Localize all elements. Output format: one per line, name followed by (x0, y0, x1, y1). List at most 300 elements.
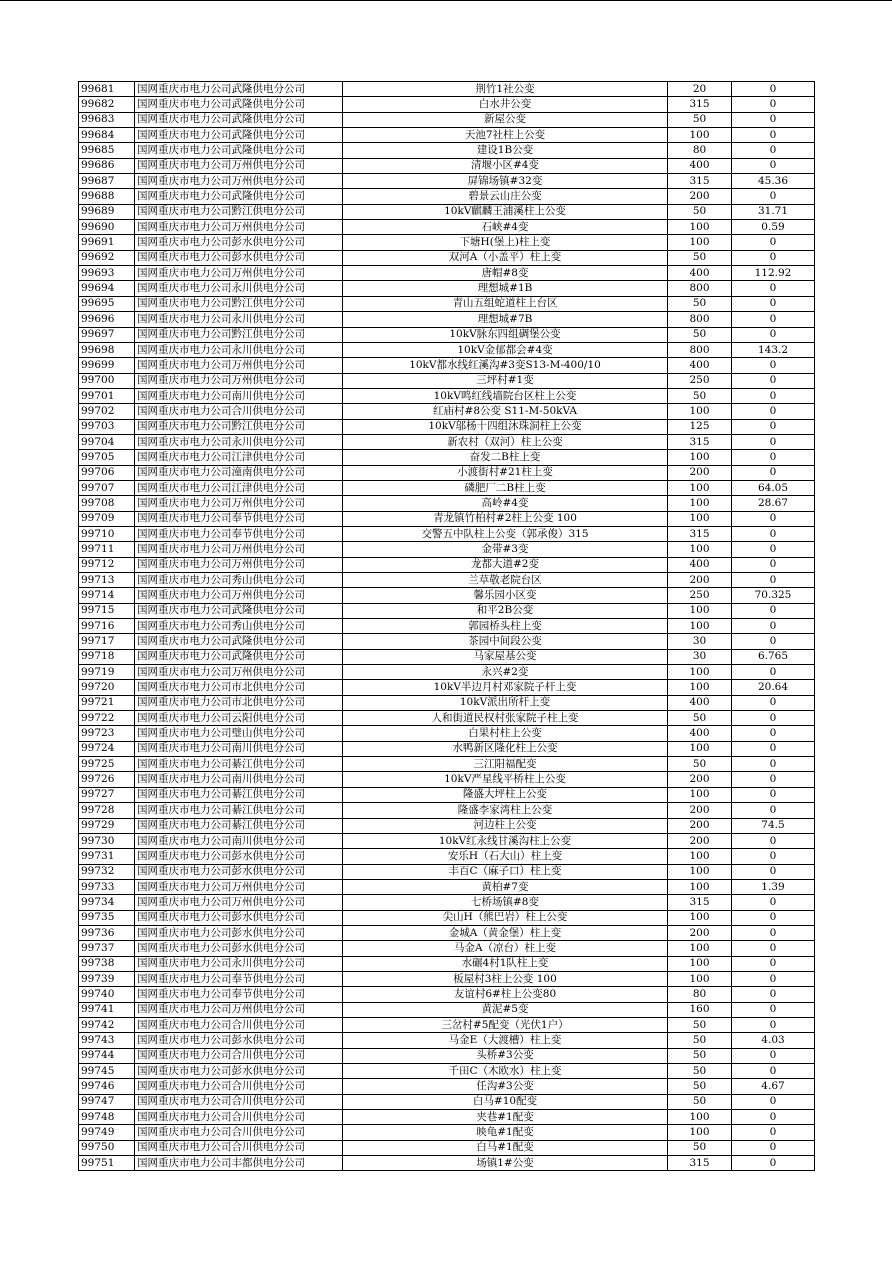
table-row (79, 726, 815, 741)
table-row (79, 573, 815, 588)
row-id-cell: 99706 (79, 465, 135, 480)
row-id-cell: 99727 (79, 787, 135, 802)
row-id-cell: 99701 (79, 388, 135, 403)
org-cell: 国网重庆市电力公司黔江供电分公司 (135, 327, 343, 342)
table-row (79, 925, 815, 940)
table-row (79, 480, 815, 495)
org-cell: 国网重庆市电力公司万州供电分公司 (135, 358, 343, 373)
value-cell: 4.03 (732, 1033, 815, 1048)
capacity-cell: 100 (668, 849, 732, 864)
capacity-cell: 100 (668, 741, 732, 756)
org-cell: 国网重庆市电力公司合川供电分公司 (135, 1140, 343, 1155)
capacity-cell: 20 (668, 82, 732, 97)
row-id-cell: 99726 (79, 772, 135, 787)
table-row (79, 910, 815, 925)
row-id-cell: 99715 (79, 603, 135, 618)
row-id-cell: 99696 (79, 312, 135, 327)
capacity-cell: 100 (668, 1110, 732, 1125)
row-id-cell: 99710 (79, 526, 135, 541)
transformer-name-cell: 兰草敬老院台区 (343, 573, 668, 588)
value-cell: 0 (732, 772, 815, 787)
capacity-cell: 80 (668, 143, 732, 158)
table-row (79, 327, 815, 342)
transformer-name-cell: 10kV红永线甘溪沟柱上公变 (343, 833, 668, 848)
transformer-name-cell: 10kV派出所杆上变 (343, 695, 668, 710)
table-row (79, 588, 815, 603)
transformer-name-cell: 夹巷#1配变 (343, 1110, 668, 1125)
value-cell: 0 (732, 895, 815, 910)
org-cell: 国网重庆市电力公司合川供电分公司 (135, 1079, 343, 1094)
transformer-name-cell: 双河A（小盖平）柱上变 (343, 250, 668, 265)
transformer-name-cell: 隆盛李家湾柱上公变 (343, 803, 668, 818)
table-row (79, 849, 815, 864)
value-cell: 0 (732, 82, 815, 97)
transformer-name-cell: 郭园桥头柱上变 (343, 619, 668, 634)
value-cell: 0 (732, 1125, 815, 1140)
row-id-cell: 99692 (79, 250, 135, 265)
row-id-cell: 99691 (79, 235, 135, 250)
capacity-cell: 100 (668, 680, 732, 695)
capacity-cell: 315 (668, 526, 732, 541)
transformer-name-cell: 屏锦场镇#32变 (343, 174, 668, 189)
transformer-name-cell: 10kV金郁都会#4变 (343, 342, 668, 357)
value-cell: 0 (732, 1017, 815, 1032)
row-id-cell: 99707 (79, 480, 135, 495)
row-id-cell: 99728 (79, 803, 135, 818)
org-cell: 国网重庆市电力公司奉节供电分公司 (135, 511, 343, 526)
row-id-cell: 99689 (79, 204, 135, 219)
org-cell: 国网重庆市电力公司万州供电分公司 (135, 266, 343, 281)
row-id-cell: 99739 (79, 971, 135, 986)
value-cell: 0 (732, 128, 815, 143)
row-id-cell: 99746 (79, 1079, 135, 1094)
org-cell: 国网重庆市电力公司万州供电分公司 (135, 557, 343, 572)
value-cell: 0 (732, 787, 815, 802)
value-cell: 112.92 (732, 266, 815, 281)
org-cell: 国网重庆市电力公司南川供电分公司 (135, 833, 343, 848)
transformer-name-cell: 马家屋基公变 (343, 649, 668, 664)
org-cell: 国网重庆市电力公司合川供电分公司 (135, 404, 343, 419)
table-row (79, 419, 815, 434)
org-cell: 国网重庆市电力公司綦江供电分公司 (135, 803, 343, 818)
capacity-cell: 250 (668, 588, 732, 603)
value-cell: 0 (732, 956, 815, 971)
row-id-cell: 99705 (79, 450, 135, 465)
org-cell: 国网重庆市电力公司武隆供电分公司 (135, 189, 343, 204)
row-id-cell: 99724 (79, 741, 135, 756)
org-cell: 国网重庆市电力公司武隆供电分公司 (135, 634, 343, 649)
value-cell: 0 (732, 741, 815, 756)
row-id-cell: 99717 (79, 634, 135, 649)
row-id-cell: 99722 (79, 711, 135, 726)
value-cell: 0 (732, 619, 815, 634)
table-row (79, 680, 815, 695)
capacity-cell: 50 (668, 327, 732, 342)
capacity-cell: 100 (668, 941, 732, 956)
transformer-name-cell: 10kV邬杨十四组沐珠洞柱上公变 (343, 419, 668, 434)
transformer-name-cell: 磷肥厂二B柱上变 (343, 480, 668, 495)
capacity-cell: 400 (668, 358, 732, 373)
transformer-name-cell: 河边柱上公变 (343, 818, 668, 833)
table-row (79, 82, 815, 97)
row-id-cell: 99686 (79, 158, 135, 173)
row-id-cell: 99733 (79, 879, 135, 894)
row-id-cell: 99693 (79, 266, 135, 281)
table-row (79, 895, 815, 910)
row-id-cell: 99738 (79, 956, 135, 971)
row-id-cell: 99690 (79, 220, 135, 235)
value-cell: 0 (732, 189, 815, 204)
transformer-name-cell: 高岭#4变 (343, 496, 668, 511)
table-row (79, 1110, 815, 1125)
value-cell: 0 (732, 1064, 815, 1079)
value-cell: 0 (732, 711, 815, 726)
capacity-cell: 100 (668, 971, 732, 986)
org-cell: 国网重庆市电力公司黔江供电分公司 (135, 296, 343, 311)
transformer-name-cell: 尖山H（熊巴岩）柱上公变 (343, 910, 668, 925)
value-cell: 0 (732, 388, 815, 403)
org-cell: 国网重庆市电力公司彭水供电分公司 (135, 925, 343, 940)
org-cell: 国网重庆市电力公司市北供电分公司 (135, 695, 343, 710)
row-id-cell: 99697 (79, 327, 135, 342)
transformer-name-cell: 水碾4村1队柱上变 (343, 956, 668, 971)
value-cell: 143.2 (732, 342, 815, 357)
value-cell: 0 (732, 726, 815, 741)
value-cell: 0 (732, 97, 815, 112)
row-id-cell: 99749 (79, 1125, 135, 1140)
transformer-name-cell: 唐帽#8变 (343, 266, 668, 281)
org-cell: 国网重庆市电力公司彭水供电分公司 (135, 1033, 343, 1048)
org-cell: 国网重庆市电力公司彭水供电分公司 (135, 235, 343, 250)
capacity-cell: 200 (668, 465, 732, 480)
transformer-name-cell: 交警五中队柱上公变（郭承俊）315 (343, 526, 668, 541)
value-cell: 0 (732, 158, 815, 173)
table-row (79, 1079, 815, 1094)
value-cell: 0 (732, 987, 815, 1002)
capacity-cell: 125 (668, 419, 732, 434)
table-row (79, 1002, 815, 1017)
row-id-cell: 99699 (79, 358, 135, 373)
capacity-cell: 50 (668, 1048, 732, 1063)
capacity-cell: 100 (668, 1125, 732, 1140)
row-id-cell: 99704 (79, 434, 135, 449)
table-row (79, 818, 815, 833)
row-id-cell: 99718 (79, 649, 135, 664)
row-id-cell: 99729 (79, 818, 135, 833)
row-id-cell: 99694 (79, 281, 135, 296)
value-cell: 0.59 (732, 220, 815, 235)
capacity-cell: 100 (668, 496, 732, 511)
value-cell: 0 (732, 296, 815, 311)
capacity-cell: 30 (668, 634, 732, 649)
row-id-cell: 99734 (79, 895, 135, 910)
row-id-cell: 99736 (79, 925, 135, 940)
value-cell: 0 (732, 864, 815, 879)
org-cell: 国网重庆市电力公司秀山供电分公司 (135, 573, 343, 588)
row-id-cell: 99683 (79, 112, 135, 127)
org-cell: 国网重庆市电力公司武隆供电分公司 (135, 649, 343, 664)
transformer-name-cell: 水鸭新区隆化柱上公变 (343, 741, 668, 756)
table-row (79, 1048, 815, 1063)
capacity-cell: 100 (668, 542, 732, 557)
transformer-name-cell: 红庙村#8公变 S11-M-50kVA (343, 404, 668, 419)
row-id-cell: 99730 (79, 833, 135, 848)
capacity-cell: 315 (668, 97, 732, 112)
table-row (79, 1033, 815, 1048)
value-cell: 0 (732, 281, 815, 296)
table-row (79, 987, 815, 1002)
transformer-name-cell: 理想城#1B (343, 281, 668, 296)
table-row (79, 526, 815, 541)
org-cell: 国网重庆市电力公司永川供电分公司 (135, 342, 343, 357)
table-row (79, 864, 815, 879)
row-id-cell: 99741 (79, 1002, 135, 1017)
org-cell: 国网重庆市电力公司武隆供电分公司 (135, 128, 343, 143)
org-cell: 国网重庆市电力公司万州供电分公司 (135, 895, 343, 910)
row-id-cell: 99731 (79, 849, 135, 864)
table-row (79, 634, 815, 649)
data-table (78, 81, 815, 1171)
capacity-cell: 50 (668, 112, 732, 127)
org-cell: 国网重庆市电力公司彭水供电分公司 (135, 941, 343, 956)
value-cell: 0 (732, 358, 815, 373)
transformer-name-cell: 白水井公变 (343, 97, 668, 112)
value-cell: 0 (732, 434, 815, 449)
row-id-cell: 99745 (79, 1064, 135, 1079)
value-cell: 0 (732, 450, 815, 465)
capacity-cell: 315 (668, 895, 732, 910)
row-id-cell: 99711 (79, 542, 135, 557)
row-id-cell: 99721 (79, 695, 135, 710)
transformer-name-cell: 10kV鸣红线墙院台区柱上公变 (343, 388, 668, 403)
transformer-name-cell: 七桥场镇#8变 (343, 895, 668, 910)
transformer-name-cell: 青山五组蛇道柱上台区 (343, 296, 668, 311)
capacity-cell: 200 (668, 803, 732, 818)
transformer-name-cell: 友谊村6#柱上公变80 (343, 987, 668, 1002)
capacity-cell: 250 (668, 373, 732, 388)
transformer-name-cell: 金城A（黄金堡）柱上变 (343, 925, 668, 940)
capacity-cell: 400 (668, 557, 732, 572)
capacity-cell: 50 (668, 711, 732, 726)
value-cell: 31.71 (732, 204, 815, 219)
row-id-cell: 99687 (79, 174, 135, 189)
value-cell: 4.67 (732, 1079, 815, 1094)
transformer-name-cell: 白马#10配变 (343, 1094, 668, 1109)
capacity-cell: 100 (668, 879, 732, 894)
row-id-cell: 99713 (79, 573, 135, 588)
org-cell: 国网重庆市电力公司彭水供电分公司 (135, 849, 343, 864)
row-id-cell: 99744 (79, 1048, 135, 1063)
value-cell: 0 (732, 143, 815, 158)
org-cell: 国网重庆市电力公司万州供电分公司 (135, 496, 343, 511)
table-row (79, 711, 815, 726)
transformer-name-cell: 奋发二B柱上变 (343, 450, 668, 465)
org-cell: 国网重庆市电力公司奉节供电分公司 (135, 971, 343, 986)
capacity-cell: 800 (668, 312, 732, 327)
table-row (79, 373, 815, 388)
capacity-cell: 100 (668, 450, 732, 465)
value-cell: 0 (732, 312, 815, 327)
transformer-name-cell: 隆盛大坪柱上公变 (343, 787, 668, 802)
org-cell: 国网重庆市电力公司奉节供电分公司 (135, 526, 343, 541)
org-cell: 国网重庆市电力公司永川供电分公司 (135, 434, 343, 449)
org-cell: 国网重庆市电力公司潼南供电分公司 (135, 465, 343, 480)
transformer-name-cell: 白果村柱上公变 (343, 726, 668, 741)
capacity-cell: 100 (668, 220, 732, 235)
transformer-name-cell: 安乐H（石大山）柱上变 (343, 849, 668, 864)
row-id-cell: 99714 (79, 588, 135, 603)
value-cell: 0 (732, 971, 815, 986)
table-row (79, 649, 815, 664)
row-id-cell: 99688 (79, 189, 135, 204)
value-cell: 0 (732, 833, 815, 848)
transformer-name-cell: 碧景云山庄公变 (343, 189, 668, 204)
value-cell: 0 (732, 419, 815, 434)
row-id-cell: 99750 (79, 1140, 135, 1155)
row-id-cell: 99725 (79, 757, 135, 772)
transformer-name-cell: 和平2B公变 (343, 603, 668, 618)
table-row (79, 496, 815, 511)
org-cell: 国网重庆市电力公司万州供电分公司 (135, 158, 343, 173)
transformer-name-cell: 10kV半边月村邓家院子杆上变 (343, 680, 668, 695)
org-cell: 国网重庆市电力公司彭水供电分公司 (135, 864, 343, 879)
capacity-cell: 50 (668, 1079, 732, 1094)
org-cell: 国网重庆市电力公司武隆供电分公司 (135, 97, 343, 112)
capacity-cell: 100 (668, 404, 732, 419)
capacity-cell: 50 (668, 757, 732, 772)
transformer-name-cell: 10kV严星线平桥柱上公变 (343, 772, 668, 787)
transformer-name-cell: 清堰小区#4变 (343, 158, 668, 173)
table-row (79, 665, 815, 680)
table-row (79, 112, 815, 127)
value-cell: 0 (732, 327, 815, 342)
table-row (79, 941, 815, 956)
transformer-name-cell: 天池7社柱上公变 (343, 128, 668, 143)
transformer-name-cell: 白马#1配变 (343, 1140, 668, 1155)
transformer-name-cell: 理想城#7B (343, 312, 668, 327)
org-cell: 国网重庆市电力公司奉节供电分公司 (135, 987, 343, 1002)
capacity-cell: 800 (668, 342, 732, 357)
transformer-name-cell: 黄泥#5变 (343, 1002, 668, 1017)
transformer-name-cell: 10kV麒麟王浦溪柱上公变 (343, 204, 668, 219)
row-id-cell: 99740 (79, 987, 135, 1002)
org-cell: 国网重庆市电力公司彭水供电分公司 (135, 1064, 343, 1079)
table-row (79, 557, 815, 572)
capacity-cell: 400 (668, 695, 732, 710)
row-id-cell: 99720 (79, 680, 135, 695)
row-id-cell: 99702 (79, 404, 135, 419)
table-row (79, 879, 815, 894)
value-cell: 28.67 (732, 496, 815, 511)
value-cell: 0 (732, 925, 815, 940)
table-row (79, 757, 815, 772)
org-cell: 国网重庆市电力公司武隆供电分公司 (135, 143, 343, 158)
capacity-cell: 100 (668, 480, 732, 495)
value-cell: 0 (732, 235, 815, 250)
capacity-cell: 160 (668, 1002, 732, 1017)
table-row (79, 741, 815, 756)
transformer-name-cell: 茶园中间段公变 (343, 634, 668, 649)
value-cell: 0 (732, 1048, 815, 1063)
org-cell: 国网重庆市电力公司万州供电分公司 (135, 1002, 343, 1017)
row-id-cell: 99735 (79, 910, 135, 925)
org-cell: 国网重庆市电力公司彭水供电分公司 (135, 250, 343, 265)
row-id-cell: 99685 (79, 143, 135, 158)
table-row (79, 511, 815, 526)
transformer-name-cell: 三江阳福配变 (343, 757, 668, 772)
value-cell: 0 (732, 526, 815, 541)
capacity-cell: 100 (668, 235, 732, 250)
transformer-name-cell: 马金E（大渡槽）柱上变 (343, 1033, 668, 1048)
capacity-cell: 50 (668, 1017, 732, 1032)
row-id-cell: 99708 (79, 496, 135, 511)
value-cell: 0 (732, 1094, 815, 1109)
value-cell: 0 (732, 910, 815, 925)
table-row (79, 143, 815, 158)
row-id-cell: 99732 (79, 864, 135, 879)
capacity-cell: 200 (668, 772, 732, 787)
value-cell: 0 (732, 603, 815, 618)
transformer-name-cell: 新屋公变 (343, 112, 668, 127)
table-row (79, 204, 815, 219)
table-row (79, 956, 815, 971)
transformer-name-cell: 任沟#3公变 (343, 1079, 668, 1094)
value-cell: 0 (732, 1140, 815, 1155)
org-cell: 国网重庆市电力公司丰都供电分公司 (135, 1156, 343, 1171)
value-cell: 0 (732, 511, 815, 526)
value-cell: 0 (732, 573, 815, 588)
transformer-name-cell: 建设1B公变 (343, 143, 668, 158)
table-row (79, 803, 815, 818)
transformer-name-cell: 人和街道民权村张家院子柱上变 (343, 711, 668, 726)
value-cell: 0 (732, 695, 815, 710)
value-cell: 0 (732, 465, 815, 480)
transformer-name-cell: 永兴#2变 (343, 665, 668, 680)
org-cell: 国网重庆市电力公司南川供电分公司 (135, 772, 343, 787)
org-cell: 国网重庆市电力公司南川供电分公司 (135, 741, 343, 756)
table-row (79, 1125, 815, 1140)
value-cell: 0 (732, 757, 815, 772)
capacity-cell: 400 (668, 726, 732, 741)
org-cell: 国网重庆市电力公司江津供电分公司 (135, 480, 343, 495)
org-cell: 国网重庆市电力公司合川供电分公司 (135, 1094, 343, 1109)
capacity-cell: 50 (668, 1064, 732, 1079)
table-row (79, 266, 815, 281)
table-row (79, 281, 815, 296)
table-row (79, 772, 815, 787)
value-cell: 0 (732, 557, 815, 572)
transformer-name-cell: 场镇1#公变 (343, 1156, 668, 1171)
capacity-cell: 50 (668, 1033, 732, 1048)
capacity-cell: 100 (668, 864, 732, 879)
table-row (79, 971, 815, 986)
table-row (79, 1017, 815, 1032)
transformer-name-cell: 新农村（双河）柱上公变 (343, 434, 668, 449)
capacity-cell: 315 (668, 174, 732, 189)
value-cell: 0 (732, 404, 815, 419)
org-cell: 国网重庆市电力公司万州供电分公司 (135, 220, 343, 235)
capacity-cell: 50 (668, 204, 732, 219)
capacity-cell: 200 (668, 818, 732, 833)
value-cell: 0 (732, 665, 815, 680)
table-row (79, 434, 815, 449)
value-cell: 0 (732, 803, 815, 818)
transformer-name-cell: 千田C（木欧水）柱上变 (343, 1064, 668, 1079)
value-cell: 20.64 (732, 680, 815, 695)
capacity-cell: 400 (668, 158, 732, 173)
capacity-cell: 100 (668, 956, 732, 971)
table-row (79, 450, 815, 465)
